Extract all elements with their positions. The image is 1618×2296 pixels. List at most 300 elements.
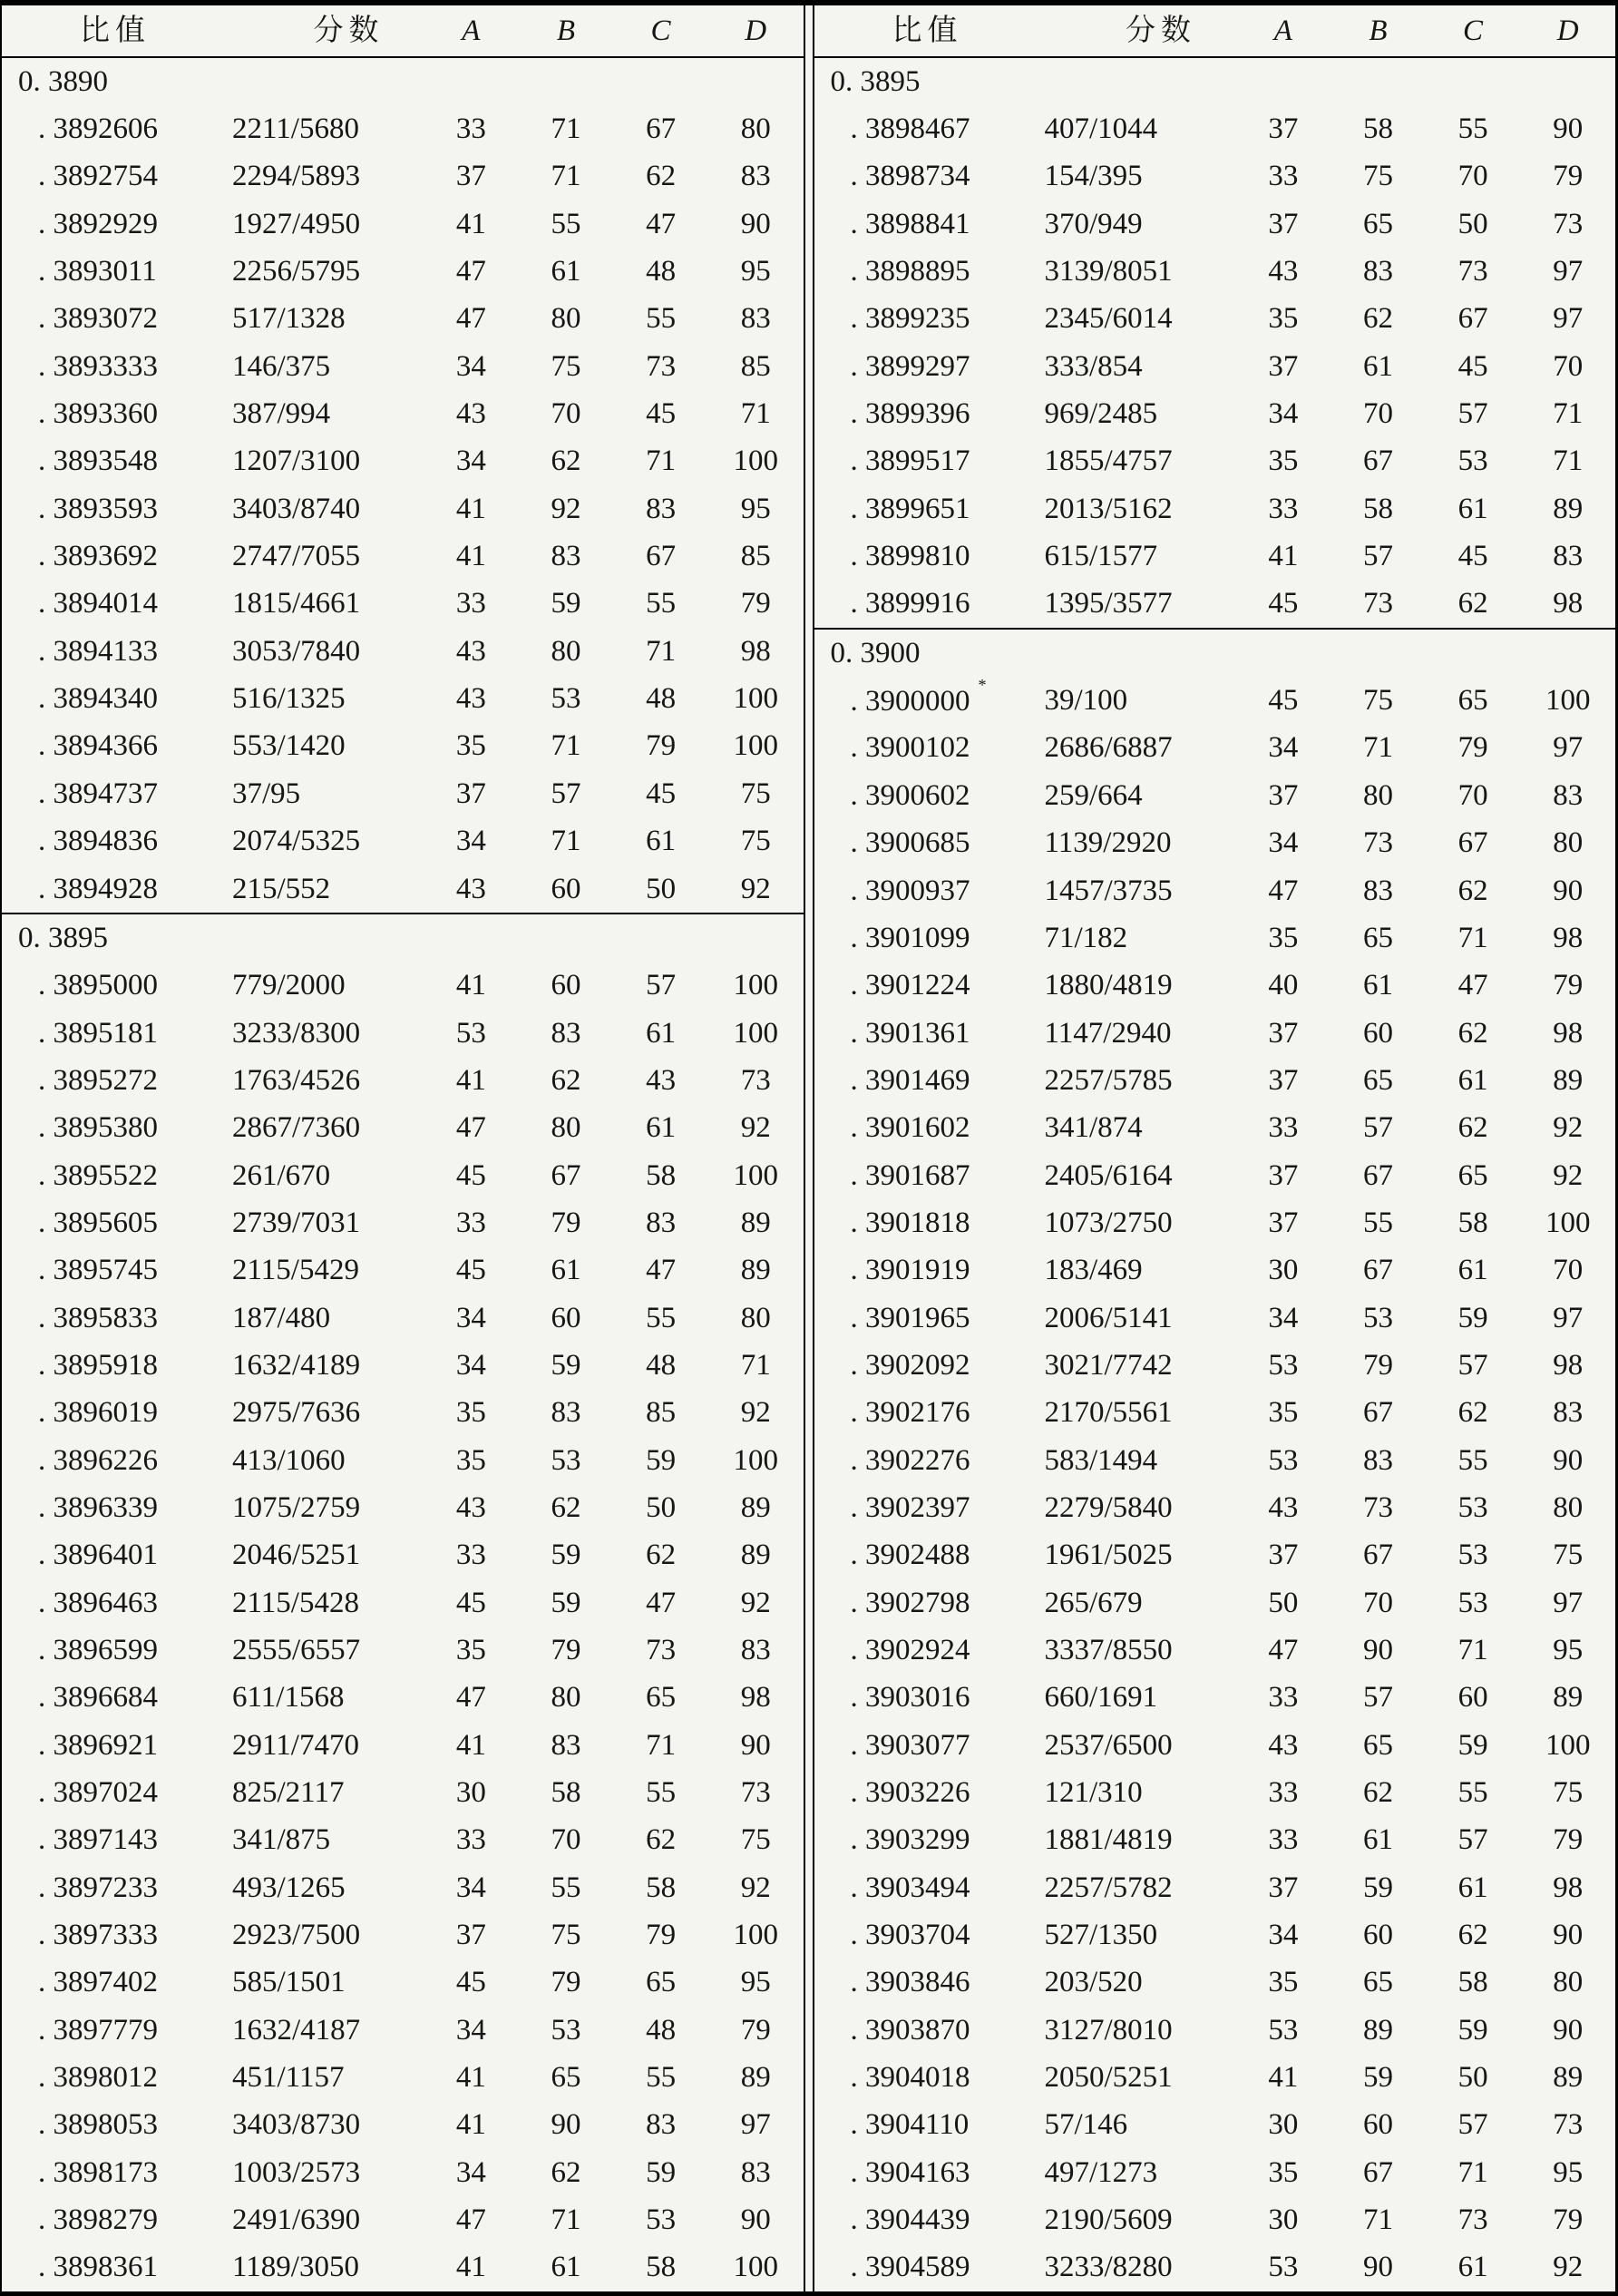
table-row	[814, 1722, 1616, 1769]
col-a-cell: 47	[455, 1111, 486, 1145]
col-d-cell: 100	[733, 445, 778, 478]
fraction-cell: 553/1420	[232, 729, 346, 763]
col-b-cell: 83	[551, 1728, 581, 1762]
col-b-cell: 67	[1362, 445, 1393, 478]
col-b-cell: 80	[551, 634, 581, 668]
col-b-cell: 70	[1362, 1586, 1393, 1619]
ratio-cell: . 3898279	[38, 2203, 158, 2237]
col-a-cell: 37	[1268, 349, 1299, 383]
table-row	[814, 2244, 1616, 2291]
fraction-cell: 1815/4661	[232, 587, 361, 620]
column-divider	[804, 5, 814, 2291]
col-c-cell: 48	[646, 255, 677, 288]
header-col-d: D	[745, 14, 767, 47]
ratio-cell: . 3898734	[850, 160, 970, 193]
col-a-cell: 33	[1268, 160, 1299, 193]
col-d-cell: 89	[740, 1490, 771, 1524]
col-c-cell: 61	[1457, 492, 1488, 525]
fraction-cell: 615/1577	[1044, 540, 1158, 573]
col-b-cell: 83	[551, 1396, 581, 1430]
table-row	[2, 818, 804, 865]
table-row	[2, 2149, 804, 2196]
col-b-cell: 53	[551, 2013, 581, 2047]
col-a-cell: 40	[1268, 969, 1299, 1002]
col-c-cell: 48	[646, 682, 677, 716]
col-a-cell: 47	[1268, 874, 1299, 907]
col-c-cell: 47	[646, 1586, 677, 1619]
col-c-cell: 47	[1457, 969, 1488, 1002]
ratio-cell: . 3898841	[850, 207, 970, 240]
col-b-cell: 67	[1362, 2155, 1393, 2189]
fraction-cell: 585/1501	[232, 1966, 346, 1999]
table-row	[2, 438, 804, 485]
ratio-cell: . 3903494	[850, 1871, 970, 1904]
col-b-cell: 59	[551, 1586, 581, 1619]
ratio-cell: . 3895605	[38, 1206, 158, 1239]
col-b-cell: 61	[551, 255, 581, 288]
table-row	[2, 628, 804, 675]
col-d-cell: 97	[740, 2108, 771, 2142]
col-c-cell: 62	[646, 160, 677, 193]
table-row	[814, 2149, 1616, 2196]
col-c-cell: 57	[1457, 1823, 1488, 1857]
ratio-cell: . 3899651	[850, 492, 970, 525]
col-b-cell: 65	[1362, 1728, 1393, 1762]
col-d-cell: 92	[740, 872, 771, 905]
col-a-cell: 47	[455, 302, 486, 336]
table-row	[814, 248, 1616, 295]
fraction-cell: 370/949	[1044, 207, 1143, 240]
table-row	[2, 1199, 804, 1246]
ratio-cell: . 3903299	[850, 1823, 970, 1857]
fraction-cell: 2257/5782	[1044, 1871, 1173, 1904]
ratio-cell: . 3893072	[38, 302, 158, 336]
col-b-cell: 71	[551, 112, 581, 146]
table-row	[2, 343, 804, 390]
ratio-cell: . 3894014	[38, 587, 158, 620]
fraction-cell: 183/469	[1044, 1254, 1143, 1287]
ratio-cell: . 3904110	[850, 2108, 970, 2142]
ratio-cell: . 3893333	[38, 349, 158, 383]
col-d-cell: 90	[1553, 874, 1584, 907]
col-a-cell: 37	[1268, 112, 1299, 146]
col-c-cell: 71	[646, 445, 677, 478]
section-label: 0. 3890	[18, 64, 108, 98]
table-row	[814, 1579, 1616, 1627]
fraction-cell: 1881/4819	[1044, 1823, 1173, 1857]
col-b-cell: 61	[1362, 349, 1393, 383]
fraction-cell: 1207/3100	[232, 445, 361, 478]
col-a-cell: 35	[1268, 1396, 1299, 1430]
fraction-cell: 3337/8550	[1044, 1634, 1173, 1667]
fraction-cell: 2911/7470	[232, 1728, 359, 1762]
table-row	[814, 343, 1616, 390]
col-a-cell: 34	[1268, 1301, 1299, 1334]
ratio-cell: . 3899396	[850, 397, 970, 431]
table-row	[2, 1627, 804, 1674]
ratio-cell: . 3897024	[38, 1776, 158, 1810]
col-d-cell: 100	[733, 1919, 778, 1952]
col-c-cell: 61	[646, 1111, 677, 1145]
col-b-cell: 71	[1362, 731, 1393, 765]
ratio-cell: . 3903226	[850, 1776, 970, 1810]
col-d-cell: 70	[1553, 349, 1584, 383]
col-a-cell: 43	[1268, 1728, 1299, 1762]
ratio-cell: . 3898173	[38, 2155, 158, 2189]
header-col-b: B	[1369, 14, 1388, 47]
col-c-cell: 50	[646, 872, 677, 905]
ratio-cell: . 3893593	[38, 492, 158, 525]
ratio-cell: . 3894836	[38, 825, 158, 858]
col-a-cell: 34	[455, 1348, 486, 1382]
fraction-cell: 265/679	[1044, 1586, 1143, 1619]
col-b-cell: 89	[1362, 2013, 1393, 2047]
col-d-cell: 89	[1553, 1681, 1584, 1715]
table-row	[2, 1722, 804, 1769]
col-a-cell: 50	[1268, 1586, 1299, 1619]
col-b-cell: 67	[1362, 1254, 1393, 1287]
col-d-cell: 100	[733, 1016, 778, 1050]
table-row	[814, 1390, 1616, 1437]
fraction-cell: 2115/5428	[232, 1586, 359, 1619]
col-c-cell: 61	[1457, 1871, 1488, 1904]
col-a-cell: 37	[1268, 1206, 1299, 1239]
table-row	[814, 677, 1616, 724]
col-a-cell: 33	[455, 112, 486, 146]
col-d-cell: 89	[740, 1254, 771, 1287]
col-d-cell: 73	[1553, 2108, 1584, 2142]
fraction-cell: 3233/8300	[232, 1016, 361, 1050]
col-d-cell: 75	[1553, 1776, 1584, 1810]
col-c-cell: 62	[1457, 874, 1488, 907]
header-ratio: 比值	[892, 14, 963, 47]
col-b-cell: 70	[1362, 397, 1393, 431]
col-c-cell: 61	[1457, 2251, 1488, 2284]
col-a-cell: 37	[1268, 778, 1299, 812]
col-b-cell: 70	[551, 1823, 581, 1857]
fraction-cell: 154/395	[1044, 160, 1143, 193]
col-a-cell: 35	[455, 1634, 486, 1667]
col-d-cell: 90	[740, 2203, 771, 2237]
fraction-cell: 2211/5680	[232, 112, 359, 146]
col-a-cell: 34	[455, 1871, 486, 1904]
col-b-cell: 65	[1362, 1063, 1393, 1097]
col-a-cell: 41	[455, 2061, 486, 2095]
col-a-cell: 41	[455, 969, 486, 1002]
fraction-cell: 3403/8730	[232, 2108, 361, 2142]
ratio-cell: . 3898053	[38, 2108, 158, 2142]
header-col-d: D	[1556, 14, 1579, 47]
col-d-cell: 71	[740, 1348, 771, 1382]
col-b-cell: 62	[551, 445, 581, 478]
col-a-cell: 34	[1268, 397, 1299, 431]
col-b-cell: 80	[551, 1681, 581, 1715]
col-d-cell: 90	[740, 1728, 771, 1762]
col-d-cell: 97	[1553, 1301, 1584, 1334]
col-c-cell: 61	[646, 1016, 677, 1050]
ratio-cell: . 3893011	[38, 255, 157, 288]
fraction-cell: 71/182	[1044, 921, 1128, 954]
col-d-cell: 97	[1553, 302, 1584, 336]
col-d-cell: 90	[1553, 1919, 1584, 1952]
table-row	[2, 1437, 804, 1484]
ratio-cell: . 3899517	[850, 445, 970, 478]
col-d-cell: 89	[1553, 2061, 1584, 2095]
table-row	[2, 1484, 804, 1531]
col-a-cell: 37	[1268, 1539, 1299, 1572]
ratio-cell: . 3895272	[38, 1063, 158, 1097]
fraction-cell: 1395/3577	[1044, 587, 1173, 620]
table-row	[2, 723, 804, 770]
table-row	[814, 296, 1616, 343]
col-d-cell: 85	[740, 540, 771, 573]
col-b-cell: 79	[551, 1206, 581, 1239]
col-d-cell: 95	[740, 255, 771, 288]
table-row	[814, 2196, 1616, 2243]
col-a-cell: 53	[1268, 1443, 1299, 1477]
fraction-cell: 779/2000	[232, 969, 346, 1002]
col-a-cell: 34	[1268, 731, 1299, 765]
col-c-cell: 53	[1457, 1586, 1488, 1619]
fraction-cell: 1073/2750	[1044, 1206, 1173, 1239]
table-row	[814, 200, 1616, 248]
col-d-cell: 97	[1553, 255, 1584, 288]
fraction-cell: 1880/4819	[1044, 969, 1173, 1002]
col-d-cell: 73	[740, 1063, 771, 1097]
fraction-cell: 2405/6164	[1044, 1158, 1173, 1192]
fraction-cell: 37/95	[232, 777, 301, 810]
col-c-cell: 59	[1457, 1728, 1488, 1762]
header-col-c: C	[1463, 14, 1484, 47]
col-a-cell: 34	[1268, 826, 1299, 860]
fraction-cell: 2256/5795	[232, 255, 361, 288]
col-c-cell: 60	[1457, 1681, 1488, 1715]
col-b-cell: 57	[551, 777, 581, 810]
fraction-cell: 3233/8280	[1044, 2251, 1173, 2284]
col-c-cell: 48	[646, 1348, 677, 1382]
col-d-cell: 92	[740, 1586, 771, 1619]
ratio-cell: . 3899235	[850, 302, 970, 336]
fraction-cell: 1457/3735	[1044, 874, 1173, 907]
col-a-cell: 45	[1268, 684, 1299, 718]
ratio-cell: . 3904163	[850, 2155, 970, 2189]
ratio-cell: . 3904589	[850, 2251, 970, 2284]
ratio-cell: . 3902092	[850, 1348, 970, 1382]
table-row	[2, 1769, 804, 1816]
col-b-cell: 83	[551, 1016, 581, 1050]
col-b-cell: 75	[551, 1919, 581, 1952]
fraction-cell: 2115/5429	[232, 1254, 359, 1287]
col-a-cell: 53	[1268, 1348, 1299, 1382]
table-row	[2, 1105, 804, 1152]
col-d-cell: 73	[1553, 207, 1584, 240]
col-c-cell: 73	[1457, 255, 1488, 288]
ratio-cell: . 3902488	[850, 1539, 970, 1572]
col-a-cell: 47	[455, 255, 486, 288]
col-b-cell: 58	[551, 1776, 581, 1810]
col-d-cell: 92	[740, 1396, 771, 1430]
col-a-cell: 34	[455, 1301, 486, 1334]
col-c-cell: 55	[1457, 1776, 1488, 1810]
col-d-cell: 100	[733, 1443, 778, 1477]
fraction-cell: 146/375	[232, 349, 331, 383]
col-d-cell: 79	[1553, 969, 1584, 1002]
col-a-cell: 41	[455, 2108, 486, 2142]
col-c-cell: 73	[646, 349, 677, 383]
ratio-cell: . 3892929	[38, 207, 158, 240]
table-row	[2, 2244, 804, 2291]
col-c-cell: 83	[646, 1206, 677, 1239]
col-a-cell: 30	[1268, 2203, 1299, 2237]
col-c-cell: 61	[1457, 1254, 1488, 1287]
col-b-cell: 59	[1362, 2061, 1393, 2095]
col-b-cell: 60	[551, 1301, 581, 1334]
rows	[2, 58, 804, 2291]
col-b-cell: 90	[1362, 2251, 1393, 2284]
col-d-cell: 89	[740, 1539, 771, 1572]
table-row	[2, 770, 804, 817]
fraction-cell: 3021/7742	[1044, 1348, 1173, 1382]
table-header-right	[814, 5, 1616, 58]
col-c-cell: 55	[646, 302, 677, 336]
col-c-cell: 79	[1457, 731, 1488, 765]
col-d-cell: 83	[1553, 1396, 1584, 1430]
col-d-cell: 90	[1553, 112, 1584, 146]
ratio-cell: . 3895918	[38, 1348, 158, 1382]
ratio-cell: . 3901687	[850, 1158, 970, 1192]
col-c-cell: 65	[1457, 684, 1488, 718]
col-d-cell: 98	[740, 634, 771, 668]
fraction-cell: 333/854	[1044, 349, 1143, 383]
col-a-cell: 43	[455, 634, 486, 668]
col-a-cell: 33	[1268, 1823, 1299, 1857]
col-c-cell: 59	[646, 2155, 677, 2189]
col-b-cell: 83	[1362, 1443, 1393, 1477]
col-c-cell: 65	[646, 1681, 677, 1715]
table-row	[2, 1010, 804, 1057]
fraction-cell: 497/1273	[1044, 2155, 1158, 2189]
col-c-cell: 65	[646, 1966, 677, 1999]
col-c-cell: 55	[646, 587, 677, 620]
fraction-cell: 57/146	[1044, 2108, 1128, 2142]
ratio-cell: . 3893692	[38, 540, 158, 573]
fraction-cell: 3127/8010	[1044, 2013, 1173, 2047]
table-row	[2, 675, 804, 722]
ratio-cell: . 3896401	[38, 1539, 158, 1572]
col-d-cell: 79	[1553, 2203, 1584, 2237]
col-b-cell: 59	[551, 587, 581, 620]
col-b-cell: 67	[1362, 1396, 1393, 1430]
table-row	[2, 581, 804, 628]
col-c-cell: 50	[1457, 2061, 1488, 2095]
table-row	[2, 2196, 804, 2243]
table-row	[814, 153, 1616, 200]
ratio-cell: . 3894737	[38, 777, 158, 810]
col-d-cell: 95	[1553, 1634, 1584, 1667]
table-row	[814, 1199, 1616, 1246]
table-row	[814, 1675, 1616, 1722]
table-row	[2, 1057, 804, 1104]
col-a-cell: 37	[1268, 1158, 1299, 1192]
col-c-cell: 70	[1457, 160, 1488, 193]
col-c-cell: 58	[646, 1871, 677, 1904]
col-a-cell: 35	[1268, 2155, 1299, 2189]
table-row	[2, 200, 804, 248]
ratio-cell: . 3892754	[38, 160, 158, 193]
col-c-cell: 50	[646, 1490, 677, 1524]
col-d-cell: 92	[740, 1871, 771, 1904]
table-row	[814, 1484, 1616, 1531]
ratio-cell: . 3901469	[850, 1063, 970, 1097]
col-b-cell: 67	[551, 1158, 581, 1192]
col-d-cell: 95	[1553, 2155, 1584, 2189]
ratio-cell: . 3894340	[38, 682, 158, 716]
fraction-cell: 2345/6014	[1044, 302, 1173, 336]
table-row	[814, 1247, 1616, 1295]
fraction-cell: 493/1265	[232, 1871, 346, 1904]
col-c-cell: 48	[646, 2013, 677, 2047]
fraction-cell: 1632/4187	[232, 2013, 361, 2047]
fraction-cell: 2923/7500	[232, 1919, 361, 1952]
table-row	[814, 820, 1616, 867]
col-b-cell: 71	[551, 825, 581, 858]
col-a-cell: 47	[455, 1681, 486, 1715]
ratio-cell: . 3895181	[38, 1016, 158, 1050]
ratio-cell: . 3896684	[38, 1681, 158, 1715]
col-c-cell: 57	[1457, 1348, 1488, 1382]
col-a-cell: 33	[455, 587, 486, 620]
fraction-cell: 2046/5251	[232, 1539, 361, 1572]
col-d-cell: 97	[1553, 731, 1584, 765]
table-row	[814, 772, 1616, 819]
fraction-cell: 2170/5561	[1044, 1396, 1173, 1430]
fraction-cell: 341/874	[1044, 1111, 1143, 1145]
col-a-cell: 53	[1268, 2013, 1299, 2047]
table-row	[814, 1864, 1616, 1911]
ratio-cell: . 3903870	[850, 2013, 970, 2047]
col-a-cell: 30	[1268, 2108, 1299, 2142]
col-b-cell: 79	[551, 1634, 581, 1667]
col-b-cell: 62	[551, 1063, 581, 1097]
ratio-cell: . 3903016	[850, 1681, 970, 1715]
table-row	[2, 153, 804, 200]
table-row	[2, 1295, 804, 1342]
ratio-cell: . 3903077	[850, 1728, 970, 1762]
col-b-cell: 90	[1362, 1634, 1393, 1667]
fraction-cell: 3403/8740	[232, 492, 361, 525]
col-c-cell: 45	[646, 397, 677, 431]
table-row	[814, 438, 1616, 485]
col-d-cell: 100	[733, 1158, 778, 1192]
ratio-cell: . 3896921	[38, 1728, 158, 1762]
col-c-cell: 45	[646, 777, 677, 810]
col-b-cell: 92	[551, 492, 581, 525]
col-b-cell: 61	[1362, 1823, 1393, 1857]
col-c-cell: 73	[1457, 2203, 1488, 2237]
col-d-cell: 92	[1553, 1158, 1584, 1192]
ratio-cell: . 3902924	[850, 1634, 970, 1667]
table-row	[814, 1911, 1616, 1959]
ratio-cell: . 3892606	[38, 112, 158, 146]
header-fraction: 分数	[313, 14, 385, 47]
col-a-cell: 34	[1268, 1919, 1299, 1952]
table-left-half	[2, 5, 804, 2291]
table-header-left	[2, 5, 804, 58]
fraction-cell: 2006/5141	[1044, 1301, 1173, 1334]
ratio-cell: . 3897779	[38, 2013, 158, 2047]
section-label: 0. 3895	[830, 64, 921, 98]
col-b-cell: 73	[1362, 587, 1393, 620]
